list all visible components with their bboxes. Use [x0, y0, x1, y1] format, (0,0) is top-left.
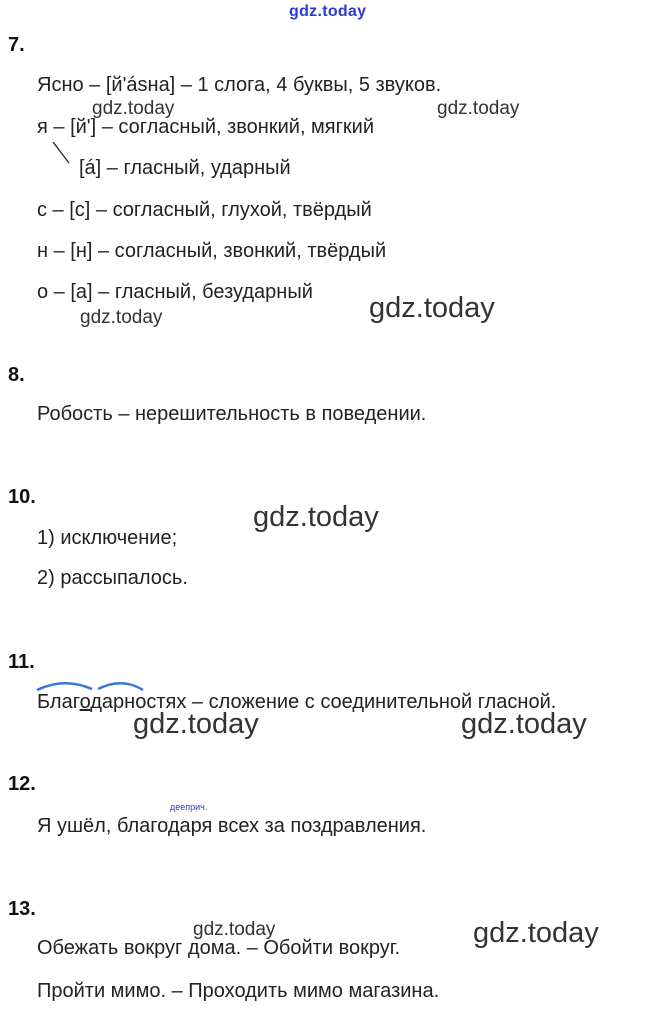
task-13-line-1: Обежать вокруг дома. – Обойти вокруг. — [37, 937, 401, 959]
watermark: gdz.today — [369, 292, 495, 324]
watermark: gdz.today — [437, 98, 520, 119]
task-10-item-1: 1) исключение; — [37, 527, 178, 549]
task-7-s-line: с – [с] – согласный, глухой, твёрдый — [37, 199, 372, 221]
task-8-text: Робость – нерешительность в поведении. — [37, 403, 427, 425]
watermark: gdz.today — [133, 708, 259, 740]
task-7-number: 7. — [8, 34, 25, 56]
task-12-number: 12. — [8, 773, 36, 795]
task-11-connecting-vowel: о — [79, 691, 91, 713]
connector-line — [50, 139, 74, 167]
watermark: gdz.today — [253, 501, 379, 533]
task-7-summary: Ясно – [й'ásна] – 1 слога, 4 буквы, 5 звуков. — [37, 74, 442, 96]
task-11-word-start: Благ — [37, 691, 80, 713]
task-7-n-line: н – [н] – согласный, звонкий, твёрдый — [37, 240, 387, 262]
task-13-line-2: Пройти мимо. – Проходить мимо магазина. — [37, 980, 440, 1002]
task-11-rest: – сложение с соединительной гласной. — [186, 691, 557, 713]
task-7-ya-line: я – [й'] – согласный, звонкий, мягкий — [37, 116, 375, 138]
watermark: gdz.today — [92, 98, 175, 119]
task-11-word-end: дарностях — [90, 691, 187, 713]
watermark: gdz.today — [461, 708, 587, 740]
task-10-number: 10. — [8, 486, 36, 508]
task-10-item-2: 2) рассыпалось. — [37, 567, 188, 589]
watermark: gdz.today — [193, 919, 276, 940]
task-7-a-line: [á] – гласный, ударный — [79, 157, 291, 179]
watermark: gdz.today — [80, 307, 163, 328]
task-11-number: 11. — [8, 651, 35, 673]
task-12-text: Я ушёл, благодаря всех за поздравления. — [37, 815, 427, 837]
task-7-o-line: о – [а] – гласный, безударный — [37, 281, 313, 303]
task-8-number: 8. — [8, 364, 25, 386]
task-13-number: 13. — [8, 898, 36, 920]
watermark: gdz.today — [473, 917, 599, 949]
task-12-note: дееприч. — [170, 802, 208, 812]
watermark-top: gdz.today — [289, 3, 367, 20]
